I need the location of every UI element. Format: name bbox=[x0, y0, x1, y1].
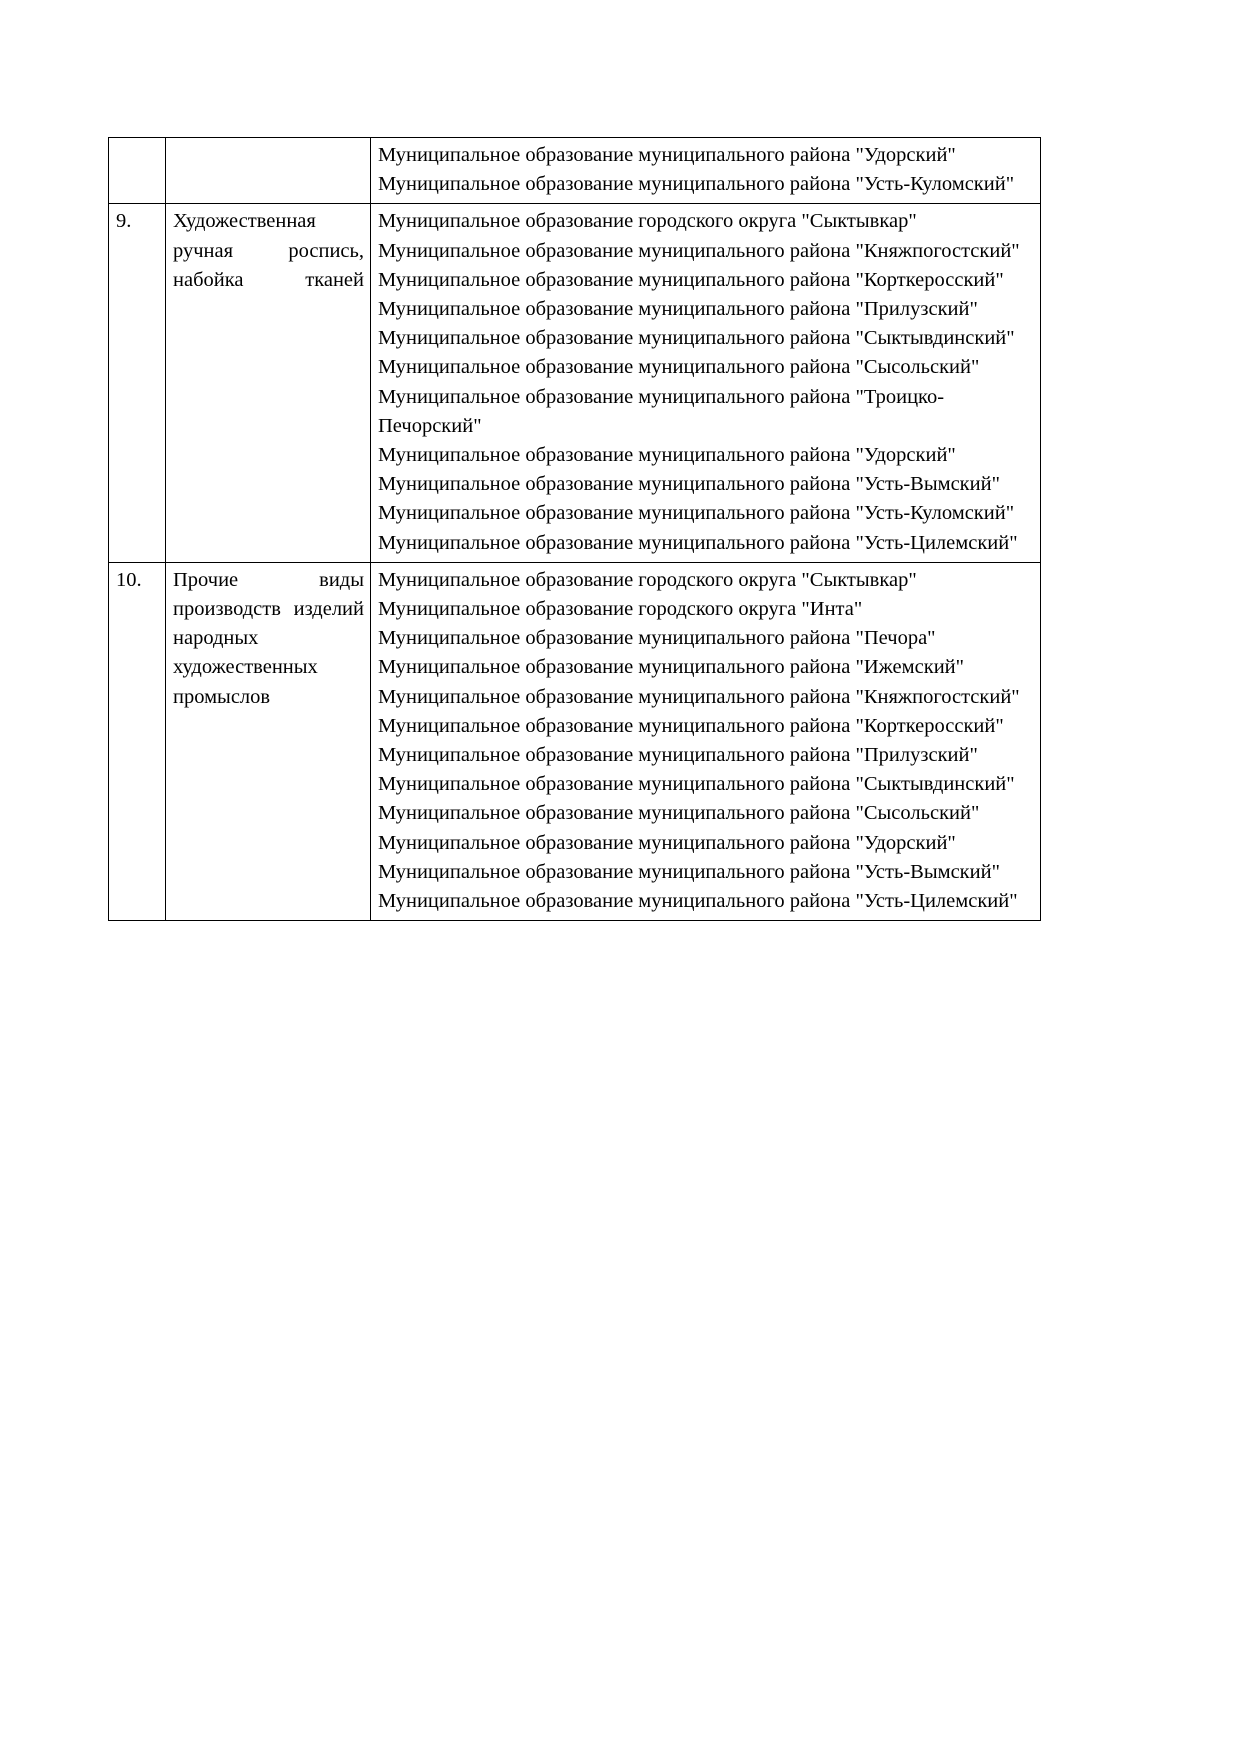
municipal-entity-entry: Муниципальное образование муниципального района "Троицко-Печорский" bbox=[378, 385, 945, 437]
municipal-entity-entry: Муниципальное образование муниципального района "Корткеросский" bbox=[378, 268, 1004, 291]
table-row bbox=[109, 138, 1041, 204]
municipal-entity-entry: Муниципальное образование муниципального района "Усть-Цилемский" bbox=[378, 531, 1018, 554]
municipal-entity-entry: Муниципальное образование муниципального района "Усть-Вымский" bbox=[378, 860, 1000, 883]
municipal-entity-entry: Муниципальное образование муниципального района "Усть-Куломский" bbox=[378, 173, 1015, 196]
municipal-entity-entry: Муниципальное образование муниципального района "Усть-Куломский" bbox=[378, 502, 1015, 525]
craft-name-text: Прочие виды производств изделий народных художественных промыслов bbox=[173, 568, 364, 708]
table-row bbox=[109, 562, 1041, 920]
table-row bbox=[109, 204, 1041, 562]
municipal-entity-entry: Муниципальное образование городского округа "Инта" bbox=[378, 598, 863, 621]
municipal-entity-entry: Муниципальное образование муниципального района "Печора" bbox=[378, 627, 936, 650]
municipal-entities-cell bbox=[371, 204, 1041, 562]
municipal-entity-entry: Муниципальное образование муниципального района "Усть-Цилемский" bbox=[378, 890, 1018, 913]
municipal-entity-entry: Муниципальное образование городского округа "Сыктывкар" bbox=[378, 210, 917, 233]
municipal-entity-entry: Муниципальное образование муниципального района "Сыктывдинский" bbox=[378, 773, 1015, 796]
municipal-entity-entry: Муниципальное образование городского округа "Сыктывкар" bbox=[378, 568, 917, 591]
municipal-entity-entry: Муниципальное образование муниципального района "Удорский" bbox=[378, 831, 956, 854]
row-number-cell bbox=[109, 138, 166, 204]
municipal-entity-entry: Муниципальное образование муниципального района "Удорский" bbox=[378, 144, 956, 166]
municipal-entity-entry: Муниципальное образование муниципального района "Прилузский" bbox=[378, 744, 978, 767]
craft-name-cell bbox=[166, 562, 371, 920]
craft-name-cell bbox=[166, 138, 371, 204]
municipal-entity-entry: Муниципальное образование муниципального района "Сыктывдинский" bbox=[378, 327, 1015, 350]
municipal-entity-entry: Муниципальное образование муниципального района "Княжпогостский" bbox=[378, 685, 1020, 708]
table-body bbox=[109, 138, 1041, 921]
municipal-entity-entry: Муниципальное образование муниципального района "Княжпогостский" bbox=[378, 239, 1020, 262]
municipal-entity-entry: Муниципальное образование муниципального района "Корткеросский" bbox=[378, 714, 1004, 737]
craft-name-cell bbox=[166, 204, 371, 562]
municipal-entities-cell bbox=[371, 138, 1041, 204]
craft-name-text: Художественная ручная роспись, набойка тканей bbox=[173, 210, 364, 291]
municipal-entity-entry: Муниципальное образование муниципального района "Усть-Вымский" bbox=[378, 473, 1000, 496]
row-number-cell: 9. bbox=[109, 204, 166, 562]
municipal-entity-entry: Муниципальное образование муниципального района "Ижемский" bbox=[378, 656, 965, 679]
row-number-cell: 10. bbox=[109, 562, 166, 920]
municipal-entity-entry: Муниципальное образование муниципального района "Сысольский" bbox=[378, 356, 980, 379]
municipal-entities-cell bbox=[371, 562, 1041, 920]
municipal-entity-entry: Муниципальное образование муниципального района "Сысольский" bbox=[378, 802, 980, 825]
craft-municipalities-table bbox=[108, 137, 1041, 921]
municipal-entity-entry: Муниципальное образование муниципального района "Прилузский" bbox=[378, 298, 978, 321]
municipal-entity-entry: Муниципальное образование муниципального района "Удорский" bbox=[378, 444, 956, 467]
